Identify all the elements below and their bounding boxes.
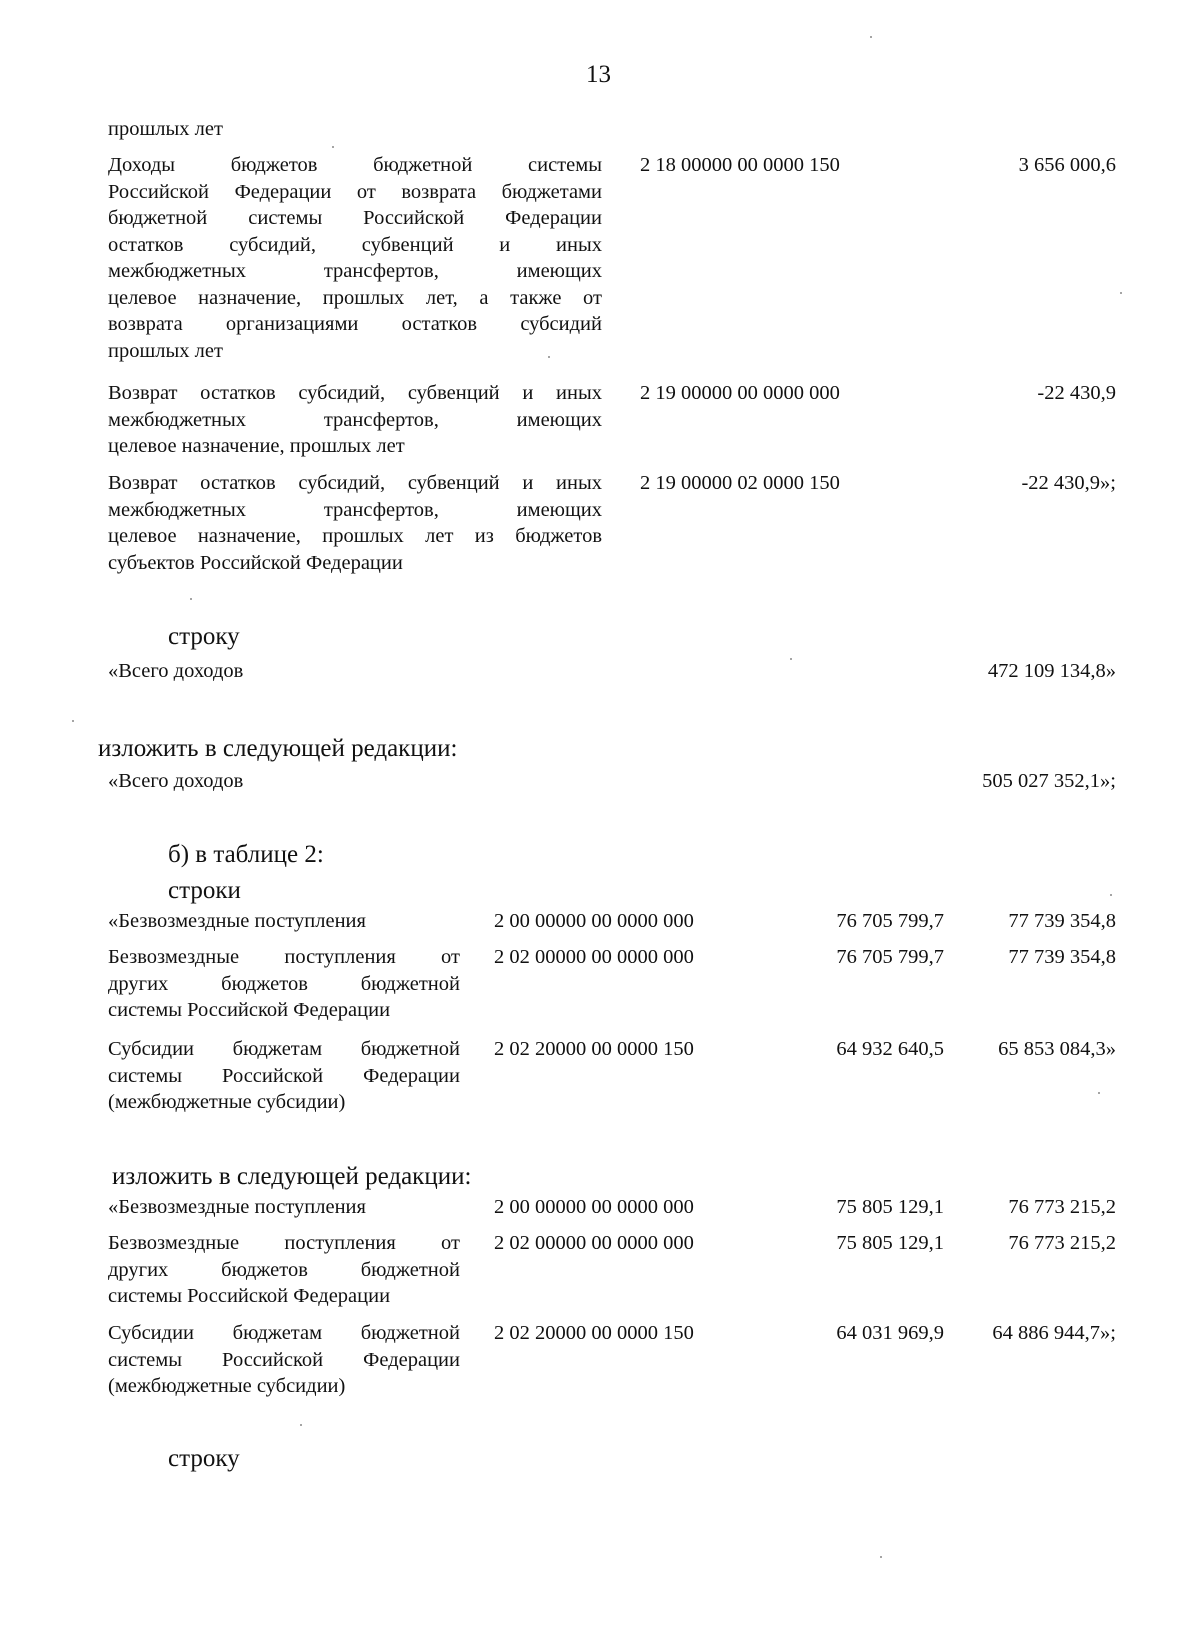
scan-speck xyxy=(300,1424,302,1426)
total-old-label: «Всего доходов xyxy=(108,660,244,682)
instruction-stroku: строку xyxy=(168,623,240,650)
desc-line: Возврат остатков субсидий, субвенций и иных xyxy=(108,472,602,494)
scan-speck xyxy=(332,146,334,148)
total-old-amount: 472 109 134,8» xyxy=(987,660,1116,682)
scan-speck xyxy=(790,658,792,660)
orphan-line: прошлых лет xyxy=(108,118,223,140)
table1-row-amount: 3 656 000,6 xyxy=(1018,154,1116,176)
table1-row-code: 2 18 00000 00 0000 150 xyxy=(640,154,840,176)
table2-new-row-v1: 75 805 129,1 xyxy=(836,1196,944,1218)
desc-line: системы Российской Федерации xyxy=(108,999,391,1021)
table2-old-row-v2: 77 739 354,8 xyxy=(1008,946,1116,968)
desc-line: системы Российской Федерации xyxy=(108,1285,391,1307)
table2-new-row-v1: 75 805 129,1 xyxy=(836,1232,944,1254)
instruction-izlozhit: изложить в следующей редакции: xyxy=(98,735,458,762)
desc-line: целевое назначение, прошлых лет xyxy=(108,435,405,457)
table1-row-amount: -22 430,9»; xyxy=(1021,472,1116,494)
table2-old-row-desc xyxy=(108,908,460,935)
instruction-izlozhit-2: изложить в следующей редакции: xyxy=(112,1163,472,1190)
desc-line: Субсидии бюджетам бюджетной xyxy=(108,1322,460,1344)
table2-old-row-code: 2 02 20000 00 0000 150 xyxy=(494,1038,694,1060)
table2-new-row-v2: 64 886 944,7»; xyxy=(992,1322,1116,1344)
table1-row-desc xyxy=(108,380,602,460)
table1-row-amount: -22 430,9 xyxy=(1037,382,1116,404)
desc-line: целевое назначение, прошлых лет, а также от xyxy=(108,286,602,309)
desc-line: бюджетной системы Российской Федерации xyxy=(108,207,602,229)
desc-line: Субсидии бюджетам бюджетной xyxy=(108,1038,460,1060)
table2-new-row-v2: 76 773 215,2 xyxy=(1008,1196,1116,1218)
table2-old-row-code: 2 02 00000 00 0000 000 xyxy=(494,946,694,968)
desc-line: других бюджетов бюджетной xyxy=(108,1258,460,1281)
table2-new-row-v1: 64 031 969,9 xyxy=(836,1322,944,1344)
desc-line: Российской Федерации от возврата бюджетами xyxy=(108,180,602,203)
desc-line: Безвозмездные поступления от xyxy=(108,1232,460,1254)
table2-new-row-desc xyxy=(108,1194,460,1221)
desc-line: межбюджетных трансфертов, имеющих xyxy=(108,498,602,521)
desc-line: других бюджетов бюджетной xyxy=(108,972,460,995)
total-new-label: «Всего доходов xyxy=(108,770,244,792)
desc-line: прошлых лет xyxy=(108,339,223,362)
table2-old-row-v2: 77 739 354,8 xyxy=(1008,910,1116,932)
scan-speck xyxy=(1110,894,1112,896)
scan-speck xyxy=(880,1556,882,1558)
instruction-stroki: строки xyxy=(168,877,241,904)
table2-new-row-desc xyxy=(108,1230,460,1310)
table2-old-row-v1: 64 932 640,5 xyxy=(836,1038,944,1060)
table2-new-row-code: 2 02 20000 00 0000 150 xyxy=(494,1322,694,1344)
desc-line: межбюджетных трансфертов, имеющих xyxy=(108,260,602,282)
table2-new-row-v2: 76 773 215,2 xyxy=(1008,1232,1116,1254)
table1-row-code: 2 19 00000 02 0000 150 xyxy=(640,472,840,494)
instruction-stroku-2: строку xyxy=(168,1445,240,1472)
table2-old-row-desc xyxy=(108,944,460,1024)
desc-line: Доходы бюджетов бюджетной системы xyxy=(108,154,602,176)
desc-line: системы Российской Федерации xyxy=(108,1064,460,1087)
section-b-heading: б) в таблице 2: xyxy=(168,841,324,868)
table1-row-desc xyxy=(108,470,602,576)
desc-line: субъектов Российской Федерации xyxy=(108,551,403,574)
desc-line: (межбюджетные субсидии) xyxy=(108,1375,346,1397)
table1-row-desc xyxy=(108,152,602,364)
scan-speck xyxy=(870,36,872,38)
scan-speck xyxy=(190,598,192,600)
table2-old-row-code: 2 00 00000 00 0000 000 xyxy=(494,910,694,932)
table2-new-row-code: 2 00 00000 00 0000 000 xyxy=(494,1196,694,1218)
desc-line: остатков субсидий, субвенций и иных xyxy=(108,233,602,256)
desc-line: возврата организациями остатков субсидий xyxy=(108,313,602,335)
total-new-amount: 505 027 352,1»; xyxy=(982,770,1116,792)
scan-speck xyxy=(1098,1092,1100,1094)
desc-line: «Безвозмездные поступления xyxy=(108,1196,366,1218)
desc-line: (межбюджетные субсидии) xyxy=(108,1091,346,1113)
desc-line: системы Российской Федерации xyxy=(108,1348,460,1371)
page-number: 13 xyxy=(586,61,611,88)
table2-old-row-v1: 76 705 799,7 xyxy=(836,910,944,932)
table2-old-row-v2: 65 853 084,3» xyxy=(998,1038,1116,1060)
desc-line: Возврат остатков субсидий, субвенций и иных xyxy=(108,382,602,404)
table2-new-row-code: 2 02 00000 00 0000 000 xyxy=(494,1232,694,1254)
desc-line: Безвозмездные поступления от xyxy=(108,946,460,968)
desc-line: «Безвозмездные поступления xyxy=(108,910,366,932)
scan-speck xyxy=(72,720,74,722)
desc-line: целевое назначение, прошлых лет из бюджетов xyxy=(108,525,602,547)
table2-new-row-desc xyxy=(108,1320,460,1400)
table2-old-row-v1: 76 705 799,7 xyxy=(836,946,944,968)
desc-line: межбюджетных трансфертов, имеющих xyxy=(108,408,602,431)
table2-old-row-desc xyxy=(108,1036,460,1116)
scan-speck xyxy=(548,356,550,358)
table1-row-code: 2 19 00000 00 0000 000 xyxy=(640,382,840,404)
scan-speck xyxy=(1120,292,1122,294)
